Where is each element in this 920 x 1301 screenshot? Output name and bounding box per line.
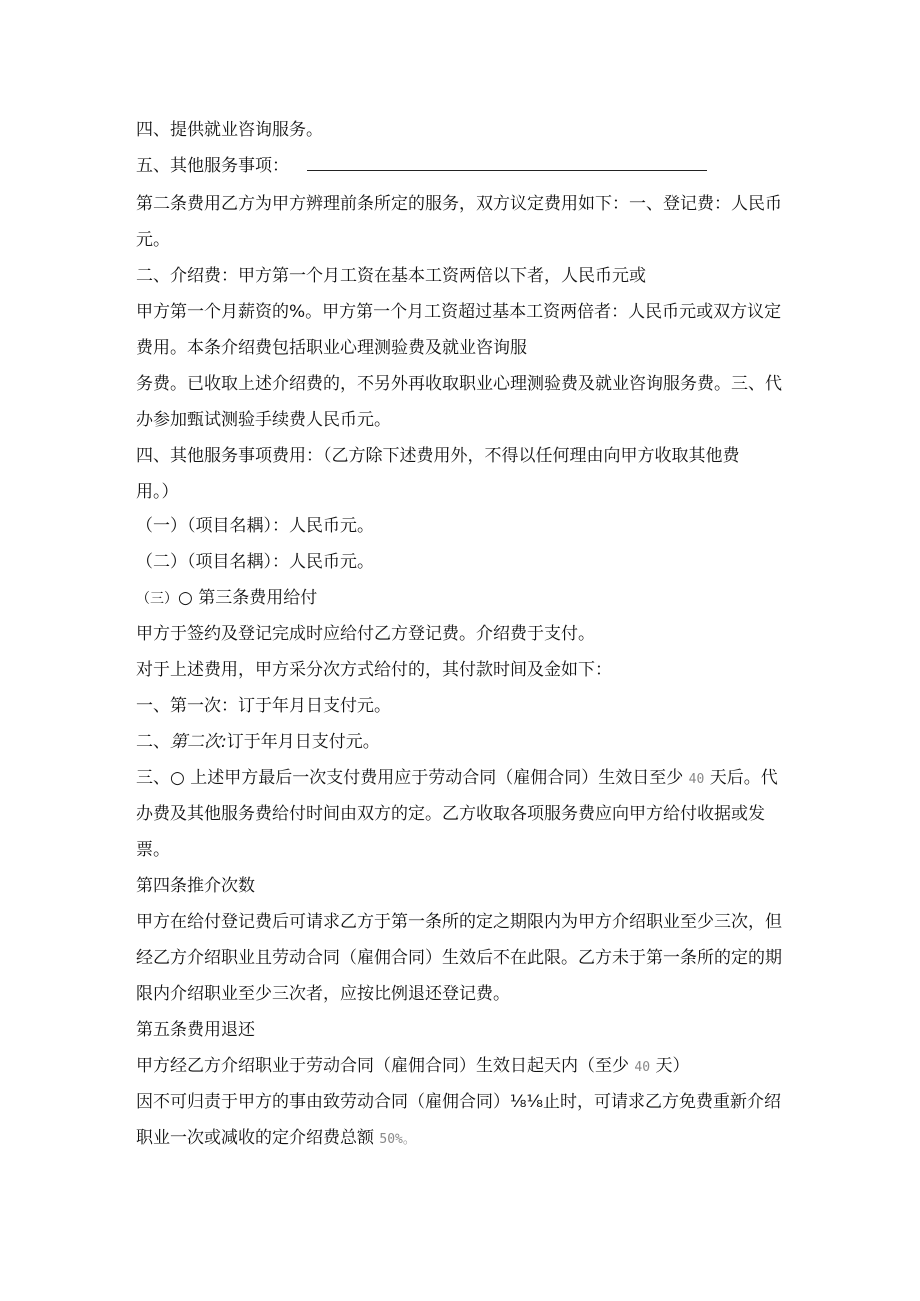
section-heading: 第五条费用退还 (136, 1020, 255, 1040)
text-line: 甲方于签约及登记完成时应给付乙方登记费。介绍费于支付。 (136, 624, 595, 644)
text-line: 甲方经乙方介绍职业于劳动合同（雇佣合同）生效日起天内（至少 40 天） (136, 1056, 690, 1076)
section-heading: 第四条推介次数 (136, 876, 255, 896)
text-line: 一、第一次：订于年月日支付元。 (136, 696, 391, 716)
text-line: 用。） (136, 482, 179, 502)
text-line: 二、介绍费：甲方第一个月工资在基本工资两倍以下者，人民币元或 (136, 266, 646, 286)
text-line: 限内介绍职业至少三次者，应按比例退还登记费。 (136, 984, 510, 1004)
text-line: 务费。已收取上述介绍费的，不另外再收取职业心理测验费及就业咨询服务费。三、代 (136, 374, 782, 394)
text-line: 经乙方介绍职业且劳动合同（雇佣合同）生效后不在此限。乙方未于第一条所的定的期 (136, 948, 782, 968)
text-line: 四、提供就业咨询服务。 (136, 120, 323, 140)
text-line: 办参加甄试测验手续费人民币元。 (136, 410, 391, 430)
fill-in-blank (307, 156, 707, 171)
text-line: 办费及其他服务费给付时间由双方的定。乙方收取各项服务费应向甲方给付收据或发 (136, 804, 765, 824)
text-line: 四、其他服务事项费用：（乙方除下述费用外，不得以任何理由向甲方收取其他费 (136, 446, 740, 466)
text-line: 甲方第一个月薪资的%。甲方第一个月工资超过基本工资两倍者：人民币元或双方议定 (136, 302, 782, 322)
text-line: 对于上述费用，甲方采分次方式给付的，其付款时间及金如下： (136, 660, 612, 680)
text-line: 三、○ 上述甲方最后一次支付费用应于劳动合同（雇佣合同）生效日至少 40 天后。代 (136, 768, 778, 788)
text-line: 元。 (136, 230, 170, 250)
text-line: （三）○ 第三条费用给付 (136, 588, 318, 608)
text-line: 二、第二次:订于年月日支付元。 (136, 732, 380, 752)
text-line: （一）（项目名耦）：人民币元。 (136, 516, 374, 536)
text-line: 费用。本条介绍费包括职业心理测验费及就业咨询服 (136, 338, 527, 358)
text-line: 第二条费用乙方为甲方辨理前条所定的服务，双方议定费用如下：一、登记费：人民币 (136, 194, 782, 214)
text-line: 职业一次或减收的定介绍费总额 50%。 (136, 1128, 416, 1148)
text-line: 五、其他服务事项： (136, 155, 707, 177)
text-line: （二）（项目名耦）：人民币元。 (136, 552, 374, 572)
text-line: 因不可归责于甲方的事由致劳动合同（雇佣合同）⅛⅛止时，可请求乙方免费重新介绍 (136, 1092, 781, 1112)
text-line: 票。 (136, 840, 170, 860)
text-line: 甲方在给付登记费后可请求乙方于第一条所的定之期限内为甲方介绍职业至少三次，但 (136, 912, 782, 932)
